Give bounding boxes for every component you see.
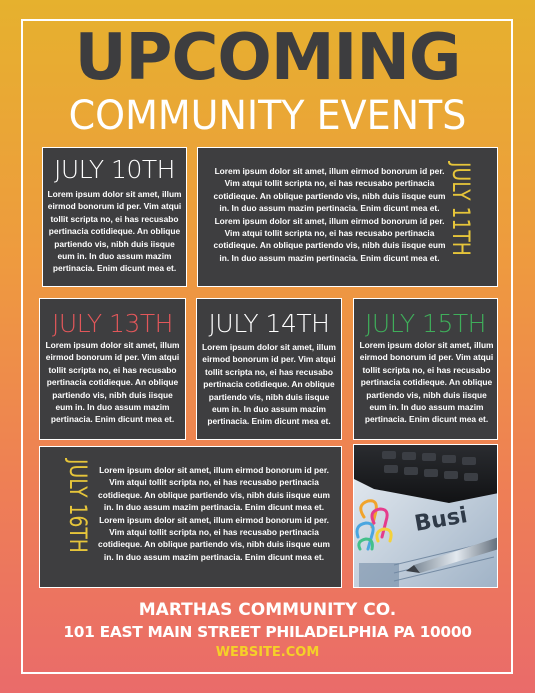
business-photo — [353, 444, 498, 588]
event-card-july-14 — [196, 298, 342, 440]
event-text-july-11: Lorem ipsum dolor sit amet, illum eirmod bonorum id per. Vim atqui tollit scripta no, ei has recusabo pertinacia cotidieque. An oblique partiendo vis, nibh duis iisque eum in. In duo assum mazim pertinacia. Enim dicunt mea et. Lorem ipsum dolor sit amet, illum eirmod bonorum id per. Vim atqui tollit scripta no, ei has recusabo pertinacia cotidieque. An oblique partiendo vis, nibh duis iisque eum in. In duo assum mazim pertinacia. Enim dicunt mea et. — [213, 166, 446, 263]
event-card-july-15 — [353, 298, 498, 440]
event-card-july-10 — [42, 147, 187, 287]
footer-company: MARTHAS COMMUNITY CO. — [138, 600, 397, 620]
flyer-title: UPCOMING — [74, 21, 461, 95]
photo-sign-text: Busi — [412, 503, 470, 537]
event-text-july-10: Lorem ipsum dolor sit amet, illum eirmod bonorum id per. Vim atqui tollit scripta no, ei has recusabo pertinacia cotidieque. An oblique partiendo vis, nibh duis iisque eum in. In duo assum mazim pertinacia. Enim dicunt mea et. — [47, 189, 182, 274]
event-text-july-16: Lorem ipsum dolor sit amet, illum eirmod bonorum id per. Vim atqui tollit scripta no, ei has recusabo pertinacia cotidieque. An oblique partiendo vis, nibh duis iisque eum in. In duo assum mazim pertinacia. Enim dicunt mea et. Lorem ipsum dolor sit amet, illum eirmod bonorum id per. Vim atqui tollit scripta no, ei has recusabo pertinacia cotidieque. An oblique partiendo vis, nibh duis iisque eum in. In duo assum mazim pertinacia. Enim dicunt mea et. — [98, 465, 330, 562]
event-text-july-13: Lorem ipsum dolor sit amet, illum eirmod bonorum id per. Vim atqui tollit scripta no, ei has recusabo pertinacia cotidieque. An oblique partiendo vis, nibh duis iisque eum in. In duo assum mazim pertinacia. Enim dicunt mea et. — [45, 340, 180, 425]
footer-address: 101 EAST MAIN STREET PHILADELPHIA PA 10000 — [63, 623, 472, 641]
event-text-july-15: Lorem ipsum dolor sit amet, illum eirmod bonorum id per. Vim atqui tollit scripta no, ei has recusabo pertinacia cotidieque. An oblique partiendo vis, nibh duis iisque eum in. In duo assum mazim pertinacia. Enim dicunt mea et. — [359, 340, 494, 425]
event-date-july-16: JULY 16TH — [64, 459, 92, 553]
event-card-july-11 — [197, 147, 498, 287]
event-date-july-11: JULY 11TH — [447, 162, 475, 256]
event-date-july-15: JULY 15TH — [365, 309, 486, 338]
event-card-july-13 — [39, 298, 186, 440]
event-date-july-10: JULY 10TH — [54, 155, 175, 184]
event-date-july-13: JULY 13TH — [52, 309, 173, 338]
footer-website[interactable]: WEBSITE.COM — [215, 645, 320, 660]
event-date-july-14: JULY 14TH — [208, 309, 330, 338]
event-text-july-14: Lorem ipsum dolor sit amet, illum eirmod bonorum id per. Vim atqui tollit scripta no, ei has recusabo pertinacia cotidieque. An oblique partiendo vis, nibh duis iisque eum in. In duo assum mazim pertinacia. Enim dicunt mea et. — [201, 342, 337, 427]
flyer-subtitle: COMMUNITY EVENTS — [68, 93, 467, 139]
business-photo-illustration — [354, 445, 498, 588]
event-card-july-16 — [39, 446, 342, 588]
